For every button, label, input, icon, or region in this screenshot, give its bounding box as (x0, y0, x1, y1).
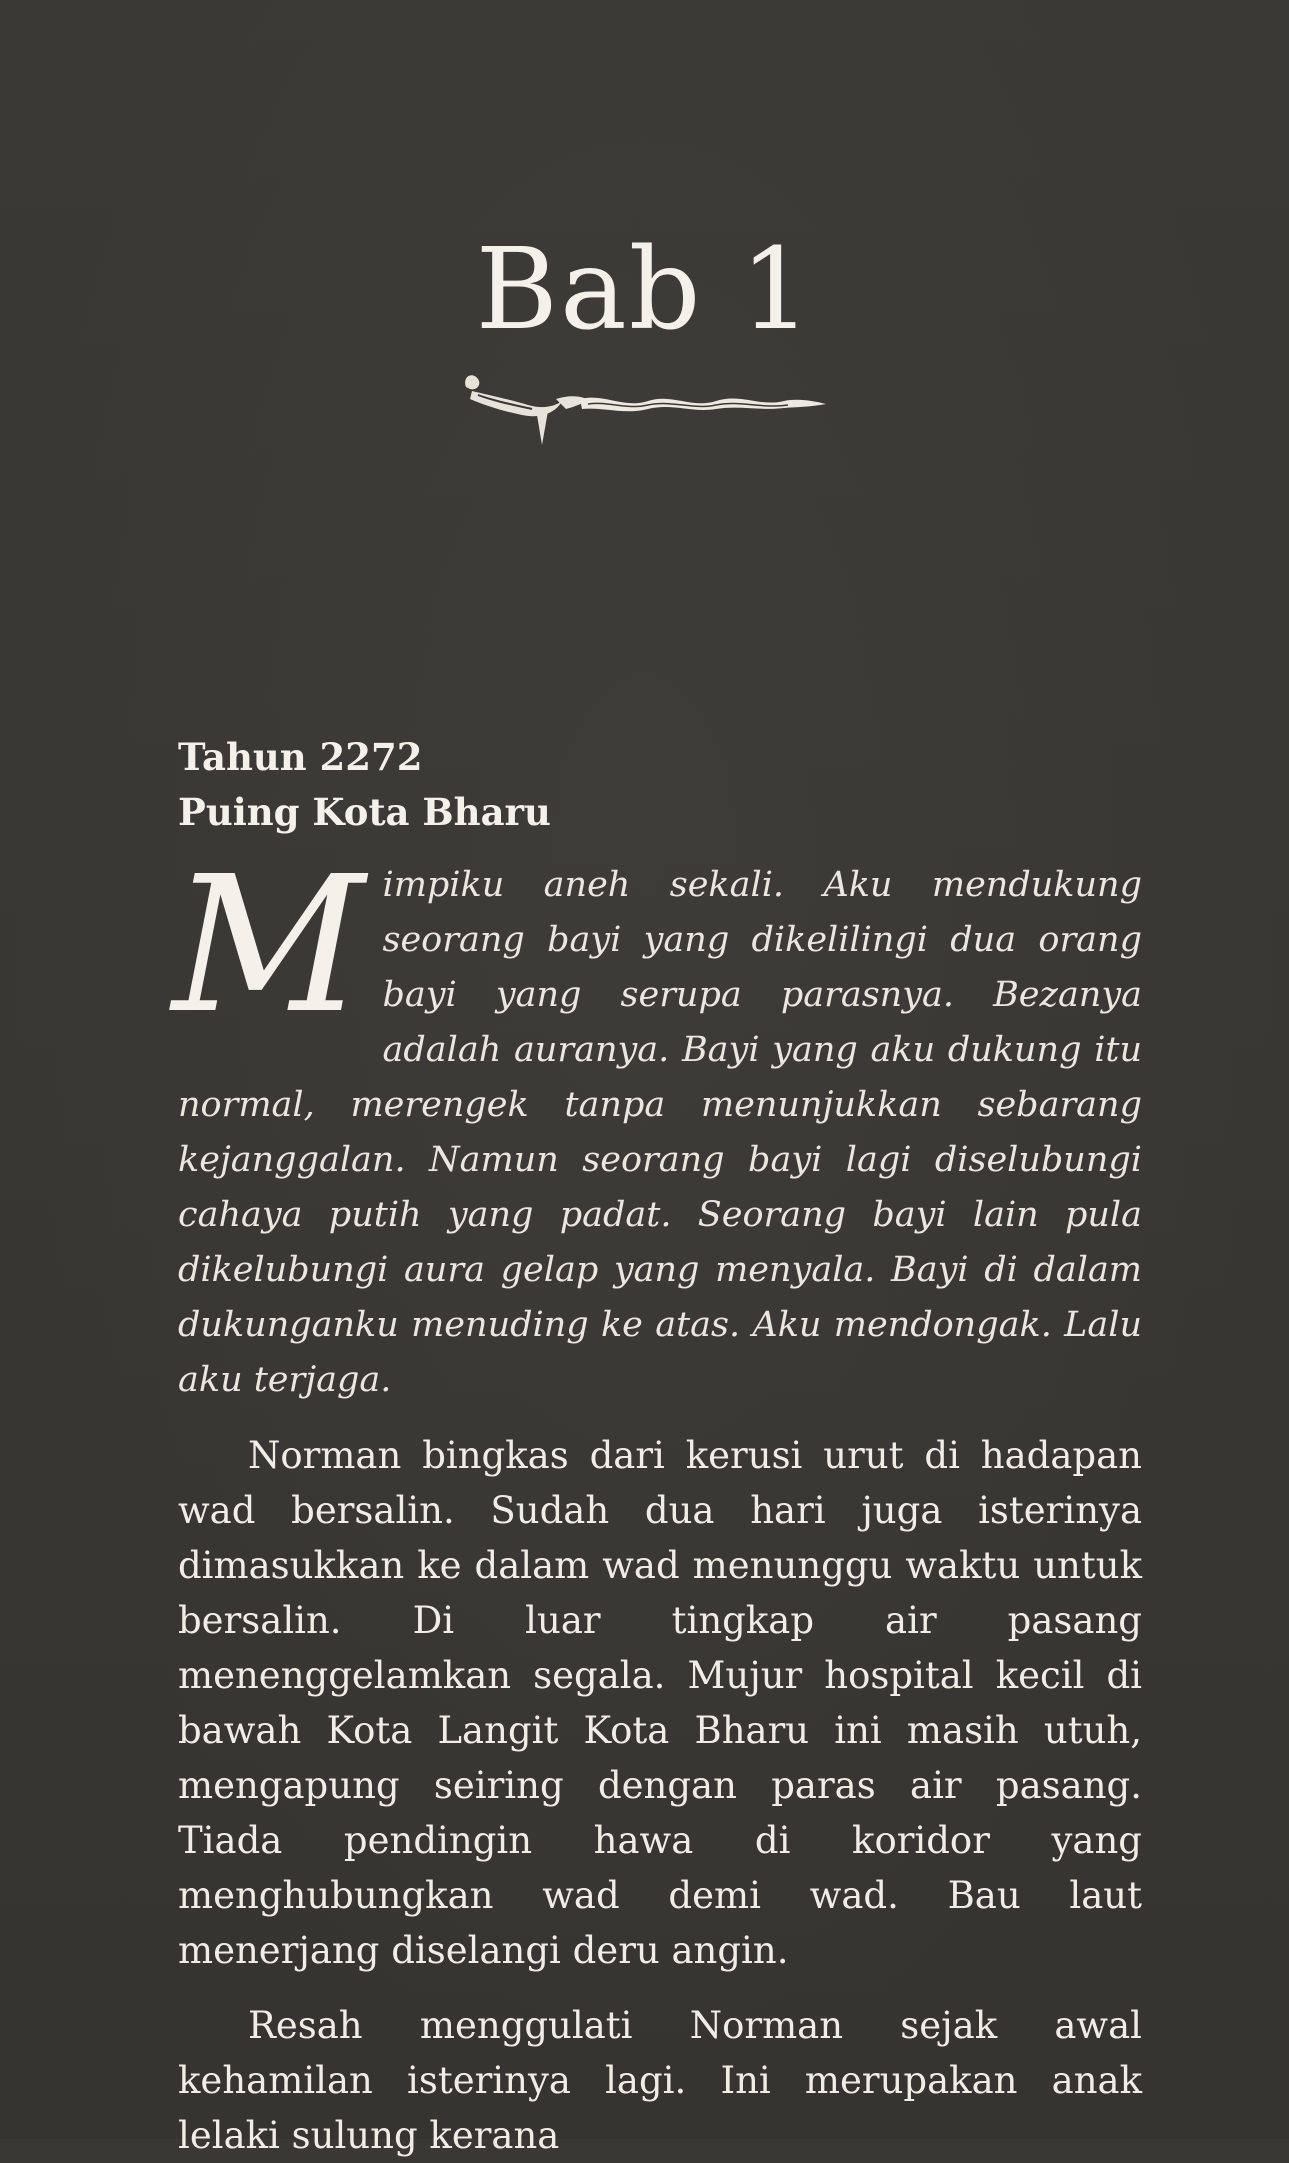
kris-dagger-ornament-icon (458, 365, 830, 455)
drop-cap: M (172, 836, 365, 1055)
chapter-heading (178, 730, 1138, 840)
dream-text: impiku aneh sekali. Aku mendukung seorang bayi yang dikelilingi dua orang bayi yang serupa parasnya. Bezanya adalah auranya. Bayi yang aku dukung itu normal, merengek tanpa menunjukkan sebarang kejanggalan. Namun seorang bayi lagi diselubungi cahaya putih yang padat. Seorang bayi lain pula dikelubungi aura gelap yang menyala. Bayi di dalam dukunganku menuding ke atas. Aku mendongak. Lalu aku terjaga. (178, 865, 1142, 1400)
chapter-body (172, 836, 1142, 2163)
paragraph: Resah menggulati Norman sejak awal kehamilan isterinya lagi. Ini merupakan anak lelaki sulung kerana (178, 2004, 1142, 2157)
dream-passage (172, 836, 1142, 1408)
place-heading: Puing Kota Bharu (178, 790, 551, 834)
year-heading: Tahun 2272 (178, 735, 423, 779)
chapter-title: Bab 1 (475, 225, 814, 355)
paragraph: Norman bingkas dari kerusi urut di hadapan wad bersalin. Sudah dua hari juga isterinya dimasukkan ke dalam wad menunggu waktu untuk bersalin. Di luar tingkap air pasang menenggelamkan segala. Mujur hospital kecil di bawah Kota Langit Kota Bharu ini masih utuh, mengapung seiring dengan paras air pasang. Tiada pendingin hawa di koridor yang menghubungkan wad demi wad. Bau laut menerjang diselangi deru angin. (178, 1434, 1142, 1972)
